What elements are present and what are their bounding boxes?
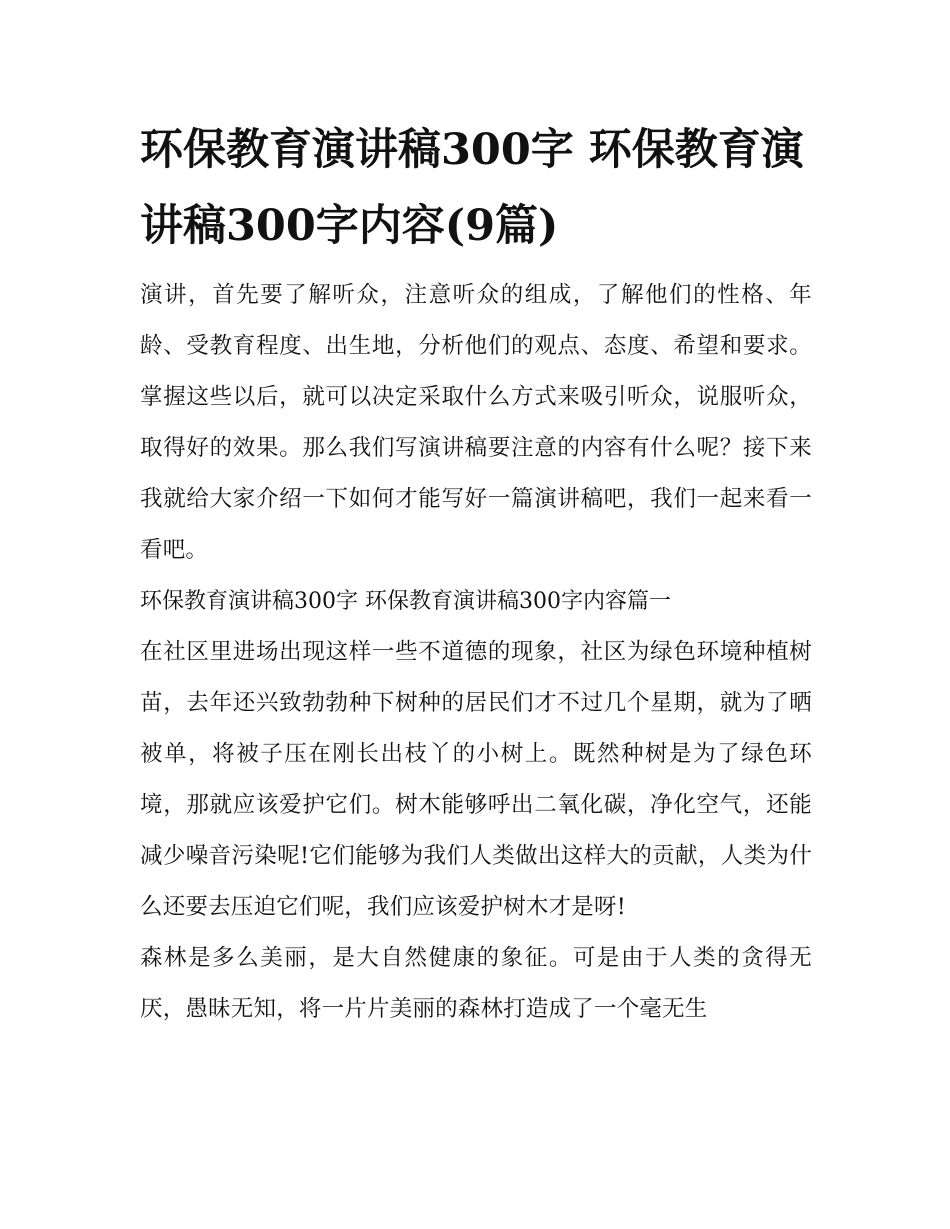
body-paragraph-1: 在社区里进场出现这样一些不道德的现象，社区为绿色环境种植树苗，去年还兴致勃勃种下树种的居民们才不过几个星期，就为了晒被单，将被子压在刚长出枝丫的小树上。既然种树是为了绿色环境，那就应该爱护它们。树木能够呼出二氧化碳，净化空气，还能减少噪音污染呢!它们能够为我们人类做出这样大的贡献，人类为什么还要去压迫它们呢，我们应该爱护树木才是呀! — [140, 639, 812, 920]
document-page — [140, 112, 812, 1035]
section-heading: 环保教育演讲稿300字 环保教育演讲稿300字内容篇一 — [140, 589, 671, 614]
body-paragraph-2: 森林是多么美丽，是大自然健康的象征。可是由于人类的贪得无厌，愚昧无知，将一片片美丽的森林打造成了一个毫无生 — [140, 945, 812, 1022]
document-title: 环保教育演讲稿300字 环保教育演讲稿300字内容(9篇) — [140, 125, 804, 251]
intro-paragraph: 演讲，首先要了解听众，注意听众的组成，了解他们的性格、年龄、受教育程度、出生地，分析他们的观点、态度、希望和要求。掌握这些以后，就可以决定采取什么方式来吸引听众，说服听众，取得好的效果。那么我们写演讲稿要注意的内容有什么呢？接下来我就给大家介绍一下如何才能写好一篇演讲稿吧，我们一起来看一看吧。 — [140, 282, 812, 563]
